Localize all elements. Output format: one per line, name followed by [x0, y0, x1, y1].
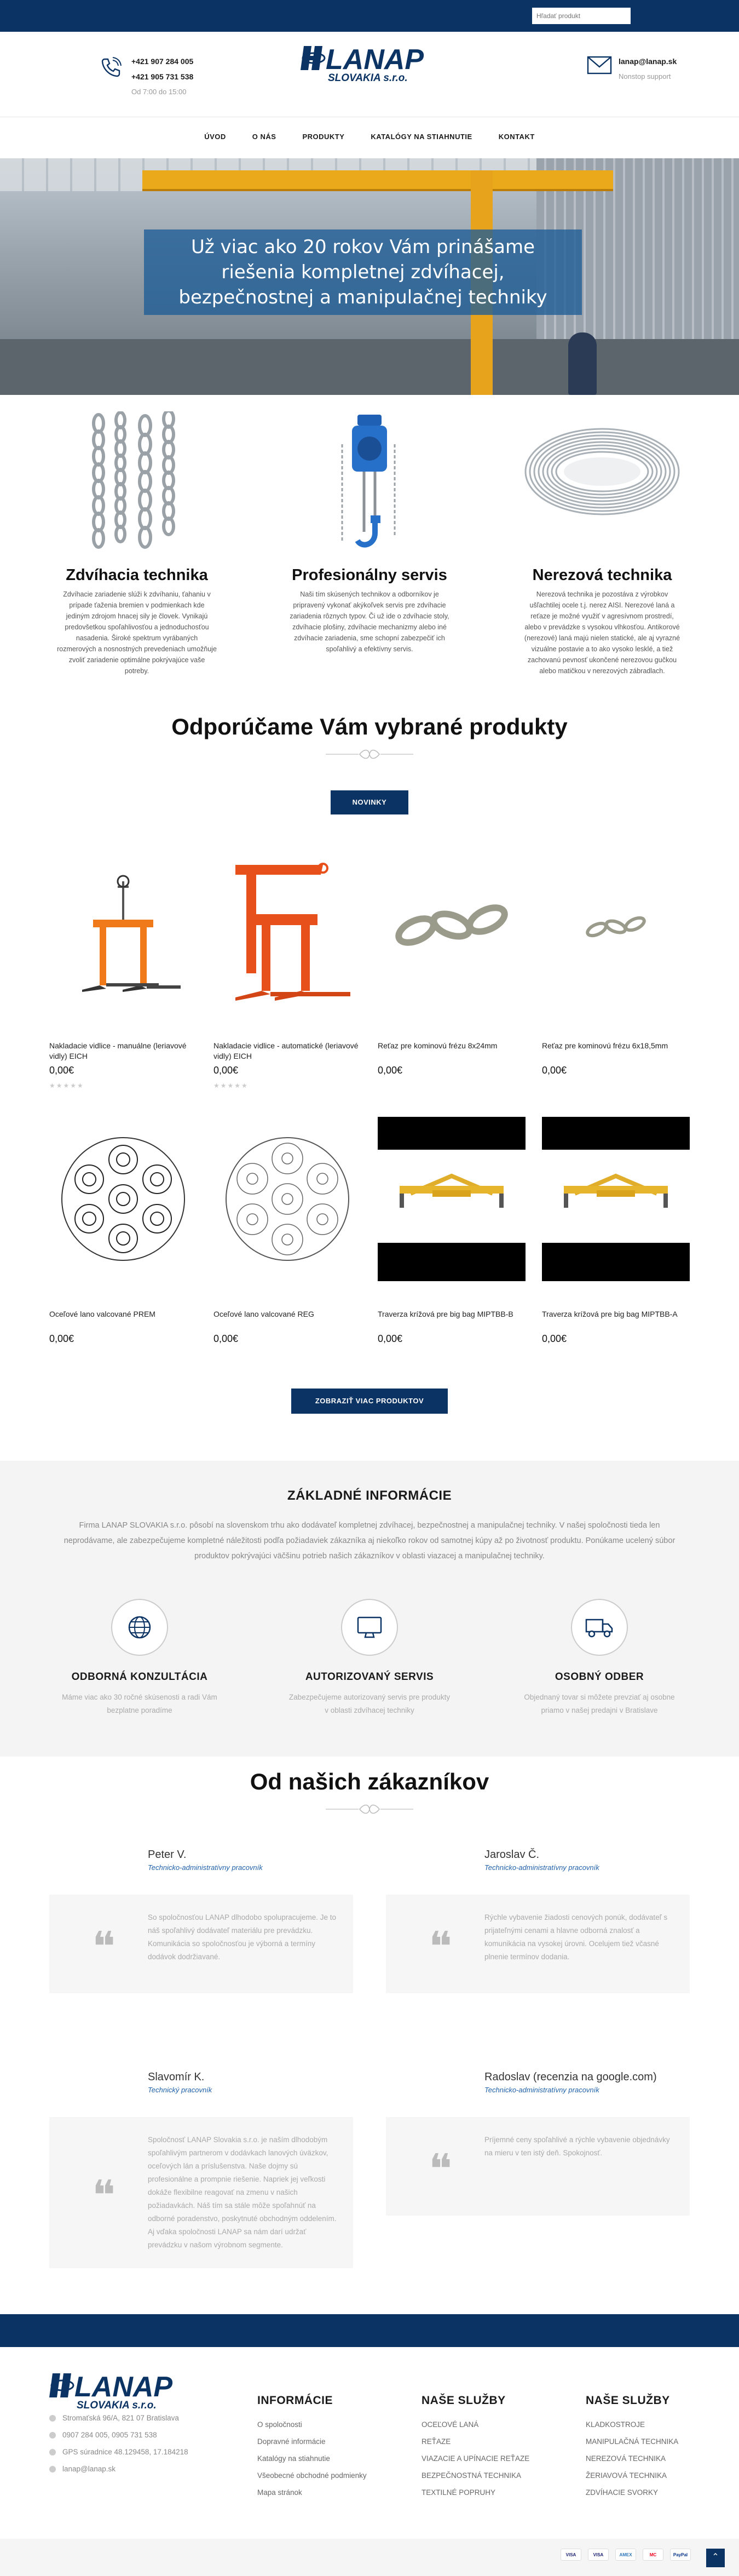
product-image-forks-auto[interactable] — [213, 848, 361, 1013]
lanap-logo[interactable] — [301, 42, 438, 87]
service-consulting — [57, 1599, 222, 1717]
testimonial — [49, 1849, 353, 2071]
nav-item-katalogy[interactable]: KATALÓGY NA STIAHNUTIE — [371, 133, 472, 141]
footer-link[interactable]: ŽERIAVOVÁ TECHNIKA — [586, 2471, 667, 2480]
amex-card-icon: AMEX — [615, 2549, 636, 2561]
service-pickup-text: Objednaný tovar si môžete prevziať aj osobne priamo v našej predajni v Bratislave — [524, 1693, 675, 1714]
testimonial-name: Radoslav (recenzia na google.com) — [484, 2071, 657, 2083]
testimonials-grid — [49, 1849, 690, 2301]
envelope-icon — [49, 2466, 56, 2472]
footer-col-title: NAŠE SLUŽBY — [586, 2394, 670, 2407]
product-name[interactable]: Oceľové lano valcované PREM — [49, 1310, 155, 1318]
nav-item-kontakt[interactable]: KONTAKT — [498, 133, 535, 141]
footer-link[interactable]: REŤAZE — [422, 2437, 451, 2446]
testimonial — [386, 1849, 690, 2071]
product-image-spreader-b[interactable] — [378, 1117, 526, 1281]
footer-link[interactable]: Dopravné informácie — [257, 2437, 326, 2446]
footer-col-services-1 — [422, 2394, 569, 2501]
footer-band — [0, 2314, 739, 2347]
quote-icon: ❝ — [92, 1931, 116, 1957]
footer-email — [49, 2460, 188, 2477]
ornament-divider-icon — [326, 748, 413, 761]
services-list — [0, 1599, 739, 1717]
features — [49, 395, 690, 691]
footer-link[interactable]: Katalógy na stiahnutie — [257, 2454, 330, 2463]
footer-gps — [49, 2443, 188, 2460]
truck-icon — [585, 1616, 614, 1638]
phone-number-2[interactable]: +421 905 731 538 — [131, 72, 194, 81]
service-consulting-title: ODBORNÁ KONZULTÁCIA — [71, 1671, 208, 1683]
phone-number-1[interactable]: +421 907 284 005 — [131, 57, 194, 66]
search-input[interactable] — [532, 8, 631, 24]
product-image-rope-reg[interactable] — [213, 1117, 361, 1281]
testimonial-box — [49, 2117, 353, 2268]
feature-stainless-title: Nerezová technika — [532, 566, 672, 584]
service-authorized — [287, 1599, 452, 1717]
wire-coil-image — [515, 411, 690, 559]
feature-service-text: Naši tím skúsených technikov a odborníkov je pripravený vykonať akýkoľvek servis pre zdvíhacie zariadenia rôznych typov. Či už ide o zdvíhacie stoly, zdvíhacie plošiny, zdvíhacie mechanizmy alebo iné zdvíhacie zariadenia, sme schopní zabezpečiť ich spoľahlivý a efektívny servis. — [290, 590, 449, 653]
product-price: 0,00€ — [213, 1065, 239, 1076]
footer-link[interactable]: NEREZOVÁ TECHNIKA — [586, 2454, 666, 2463]
product-card[interactable] — [378, 1117, 526, 1385]
location-icon — [49, 2415, 56, 2422]
testimonial-role: Technický pracovník — [148, 2086, 212, 2094]
feature-stainless — [515, 411, 690, 676]
scroll-to-top-button[interactable]: ⌃ — [706, 2549, 725, 2567]
product-card[interactable] — [542, 1117, 690, 1385]
product-price: 0,00€ — [213, 1333, 239, 1344]
footer-link[interactable]: O spoločnosti — [257, 2420, 302, 2429]
hero-crane-beam — [142, 170, 613, 189]
footer-col-info — [257, 2394, 405, 2501]
footer-link[interactable]: VIAZACIE A UPÍNACIE REŤAZE — [422, 2454, 530, 2463]
visa-card-icon: VISA — [561, 2549, 581, 2561]
footer-email-text[interactable]: lanap@lanap.sk — [62, 2465, 116, 2473]
footer-col-title: NAŠE SLUŽBY — [422, 2394, 506, 2407]
product-card[interactable] — [49, 848, 197, 1117]
feature-lifting — [49, 411, 224, 676]
testimonial-box — [386, 1895, 690, 1993]
footer-link[interactable]: KLADKOSTROJE — [586, 2420, 645, 2429]
nav-item-o-nas[interactable]: O NÁS — [252, 133, 276, 141]
rating-stars-icon: ★★★★★ — [213, 1082, 249, 1089]
site-header — [49, 32, 690, 117]
footer-col-title: INFORMÁCIE — [257, 2394, 333, 2407]
hero-caption — [144, 230, 582, 315]
service-authorized-text: Zabezpečujeme autorizovaný servis pre produkty v oblasti zdvíhacej techniky — [288, 1693, 451, 1714]
envelope-icon — [587, 56, 612, 74]
ornament-divider-icon — [326, 1803, 413, 1816]
gps-icon — [49, 2449, 56, 2455]
phone-icon — [49, 2432, 56, 2439]
footer-col-services-2 — [586, 2394, 690, 2501]
chain-hoist-image — [282, 411, 457, 559]
product-name[interactable]: Nakladacie vidlice - manuálne (leriavové vidly) EICH — [49, 1041, 187, 1060]
info-title: ZÁKLADNÉ INFORMÁCIE — [287, 1488, 452, 1503]
testimonial — [386, 2071, 690, 2301]
recommended-section — [0, 691, 739, 1414]
product-name[interactable]: Traverza krížová pre big bag MIPTBB-B — [378, 1310, 513, 1318]
testimonial-name: Jaroslav Č. — [484, 1849, 540, 1861]
service-authorized-circle — [341, 1599, 398, 1656]
testimonials-title: Od našich zákazníkov — [250, 1769, 489, 1794]
service-consulting-circle — [111, 1599, 168, 1656]
testimonial — [49, 2071, 353, 2301]
product-image-chain-small[interactable] — [542, 848, 690, 1013]
product-image-chain-large[interactable] — [378, 848, 526, 1013]
top-bar — [0, 0, 739, 32]
product-grid — [49, 848, 690, 1385]
footer-link[interactable]: BEZPEČNOSTNÁ TECHNIKA — [422, 2471, 522, 2480]
phone-icon — [100, 56, 123, 79]
product-name[interactable]: Reťaz pre kominovú frézu 6x18,5mm — [542, 1041, 668, 1050]
testimonial-name: Peter V. — [148, 1849, 187, 1861]
service-pickup-title: OSOBNÝ ODBER — [555, 1671, 644, 1683]
footer-phone-text[interactable]: 0907 284 005, 0905 731 538 — [62, 2431, 157, 2439]
service-pickup-circle — [571, 1599, 628, 1656]
product-name[interactable]: Nakladacie vidlice - automatické (leriavové vidly) EICH — [213, 1041, 359, 1060]
rating-stars-icon: ★★★★★ — [49, 1082, 84, 1089]
product-name[interactable]: Oceľové lano valcované REG — [213, 1310, 314, 1318]
info-section — [0, 1461, 739, 1757]
testimonials-section — [0, 1757, 739, 2301]
footer-link[interactable]: ZDVÍHACIE SVORKY — [586, 2488, 659, 2497]
feature-stainless-text: Nerezová technika je pozostáva z výrobkov ušľachtilej ocele t.j. nerez AISI. Nerezové laná a reťaze je možné využiť v agresívnom prostredí, alebo v prevádzke s vysokou vlhkosťou. Antikorové (nerezové) laná majú nielen statické, ale aj vyrazné vizuálne postavie a to ako vysoko lesklé, a tiež zachovanú pevnosť ukončené nerezovou gučkou alebo matičkou v nerezových zábradlach. — [524, 590, 680, 675]
recommended-title: Odporúčame Vám vybrané produkty — [171, 714, 568, 739]
email-address[interactable]: lanap@lanap.sk — [619, 57, 677, 66]
footer-address-text: Stromaťská 96/A, 821 07 Bratislava — [62, 2414, 179, 2422]
product-image-forks-manual[interactable] — [49, 848, 197, 1013]
product-card[interactable] — [378, 848, 526, 1117]
quote-icon: ❝ — [429, 1931, 453, 1957]
product-price: 0,00€ — [542, 1065, 567, 1076]
footer-logo-subtext: SLOVAKIA s.r.o. — [77, 2400, 157, 2411]
testimonial-box — [386, 2117, 690, 2216]
product-price: 0,00€ — [378, 1065, 403, 1076]
tab-novinky[interactable]: NOVINKY — [331, 790, 408, 814]
testimonial-text: Príjemné ceny spoľahlivé a rýchle vybavenie objednávky na mieru v ten istý deň. Spokojnosť. — [484, 2136, 670, 2157]
testimonial-role: Technicko-administratívny pracovník — [484, 2086, 599, 2094]
footer-link[interactable]: MANIPULAČNÁ TECHNIKA — [586, 2437, 679, 2446]
footer-phone — [49, 2426, 188, 2443]
hero-floor — [0, 339, 739, 395]
paypal-icon: PayPal — [670, 2549, 691, 2561]
payment-cards — [561, 2549, 691, 2561]
product-card[interactable] — [213, 848, 361, 1117]
testimonial-box — [49, 1895, 353, 1993]
email-support-note: Nonstop support — [619, 72, 671, 81]
product-image-rope-prem[interactable] — [49, 1117, 197, 1281]
product-name[interactable]: Traverza krížová pre big bag MIPTBB-A — [542, 1310, 678, 1318]
testimonial-text: Rýchle vybavenie žiadosti cenových ponúk, dodávateľ s prijateľnými cenami a hlavne odborná znalosť a komunikácia na vysokej úrovni. Ocelujem tiež včasné plnenie termínov dodania. — [484, 1913, 668, 1961]
feature-service — [282, 411, 457, 655]
info-lead: Firma LANAP SLOVAKIA s.r.o. pôsobí na slovenskom trhu ako dodávateľ kompletnej zdvíhacej, bezpečnostnej a manipulačnej techniky. V našej spoločnosti tieda len neprodávame, ale zabezpečujeme kompletné náležitosti podľa požiadaviek zákazníka aj niekoľko rokov od samotnej kúpy až po životnosť produktu. Ponúkame ucelený súbor produktov pokrývajúci väčšinu potrieb našich zákazníkov v oblasti viazacej a manipulačnej techniky. — [63, 1521, 676, 1560]
product-card[interactable] — [542, 848, 690, 1117]
product-price: 0,00€ — [378, 1333, 403, 1344]
product-card[interactable] — [49, 1117, 197, 1385]
footer-logo-text: LANAP — [74, 2371, 173, 2403]
show-more-products-button[interactable]: ZOBRAZIŤ VIAC PRODUKTOV — [291, 1389, 448, 1414]
hero-title: Už viac ako 20 rokov Vám prinášame riešenia kompletnej zdvíhacej, bezpečnostnej a manipulačnej techniky — [178, 236, 547, 308]
monitor-icon — [356, 1615, 383, 1639]
nav-item-produkty[interactable]: PRODUKTY — [302, 133, 345, 141]
footer-address — [49, 2409, 188, 2426]
product-card[interactable] — [213, 1117, 361, 1385]
quote-icon: ❝ — [429, 2153, 453, 2179]
mastercard-icon: MC — [643, 2549, 663, 2561]
footer-link[interactable]: Všeobecné obchodné podmienky — [257, 2471, 367, 2480]
testimonial-text: So spoločnosťou LANAP dlhodobo spolupracujeme. Je to náš spoľahlivý dodávateľ materiálu pre prevádzku. Komunikácia so spoločnosťou je výborná a termíny dodávok dodržiavané. — [148, 1913, 337, 1961]
footer-link[interactable]: OCEĽOVÉ LANÁ — [422, 2420, 479, 2429]
testimonial-role: Technicko-administratívny pracovník — [484, 1863, 599, 1872]
testimonial-name: Slavomír K. — [148, 2071, 205, 2083]
feature-service-title: Profesionálny servis — [292, 566, 447, 584]
main-nav — [0, 117, 739, 158]
logo-text: LANAP — [326, 44, 424, 76]
visa-electron-card-icon: VISA — [588, 2549, 609, 2561]
footer-contact-list — [49, 2409, 188, 2477]
globe-icon — [128, 1615, 152, 1639]
testimonial-text: Spoločnosť LANAP Slovakia s.r.o. je naším dlhodobým spoľahlivým partnerom v dodávkach lanových úväzkov, oceľových lán a príslušenstva. Naše dojmy sú profesionálne a prompnie riešenie. Napriek jej veľkosti dokáže flexibilne reagovať na zmenu v našich požiadavkách. Náš tím sa stále môže spoľahnúť na odborné poradenstvo, poskytnuté obchodným oddelením. Aj vďaka spoločnosti LANAP sa nám darí udržať prevádzku v našom výrobnom segmente. — [148, 2136, 337, 2249]
product-price: 0,00€ — [49, 1065, 74, 1076]
quote-icon: ❝ — [92, 2179, 116, 2206]
hero-worker — [568, 332, 597, 395]
feature-lifting-title: Zdvíhacia technika — [66, 566, 208, 584]
nav-item-uvod[interactable]: ÚVOD — [204, 133, 226, 141]
product-image-spreader-a[interactable] — [542, 1117, 690, 1281]
service-pickup — [517, 1599, 682, 1717]
product-price: 0,00€ — [542, 1333, 567, 1344]
service-authorized-title: AUTORIZOVANÝ SERVIS — [305, 1671, 434, 1683]
footer-lanap-logo[interactable] — [49, 2369, 187, 2414]
site-footer — [49, 2347, 690, 2539]
footer-bottom-bar — [0, 2539, 739, 2576]
chains-image — [49, 411, 224, 559]
product-name[interactable]: Reťaz pre kominovú frézu 8x24mm — [378, 1041, 498, 1050]
footer-gps-text: GPS súradnice 48.129458, 17.184218 — [62, 2448, 188, 2456]
logo-subtext: SLOVAKIA s.r.o. — [328, 72, 408, 84]
product-price: 0,00€ — [49, 1333, 74, 1344]
footer-link[interactable]: TEXTILNÉ POPRUHY — [422, 2488, 496, 2497]
testimonial-role: Technicko-administratívny pracovník — [148, 1863, 263, 1872]
opening-hours: Od 7:00 do 15:00 — [131, 88, 187, 96]
hero-banner — [0, 158, 739, 395]
footer-link[interactable]: Mapa stránok — [257, 2488, 302, 2497]
service-consulting-text: Máme viac ako 30 ročné skúsenosti a radi Vám bezplatne poradíme — [62, 1693, 217, 1714]
feature-lifting-text: Zdvíhacie zariadenie slúži k zdvíhaniu, ťahaniu v prípade ťaženia bremien v podmienkach kde jediným zdrojom hnacej sily je človek. Vynikajú predovšetkou spoľahlivosťou a jednoduchosťou nasadenia. Široké spektrum vyrábaných rozmerových a nosnostných prevedeniach umožňuje zvoliť zariadenie optimálne pokrývajúce vaše potreby. — [57, 590, 217, 675]
